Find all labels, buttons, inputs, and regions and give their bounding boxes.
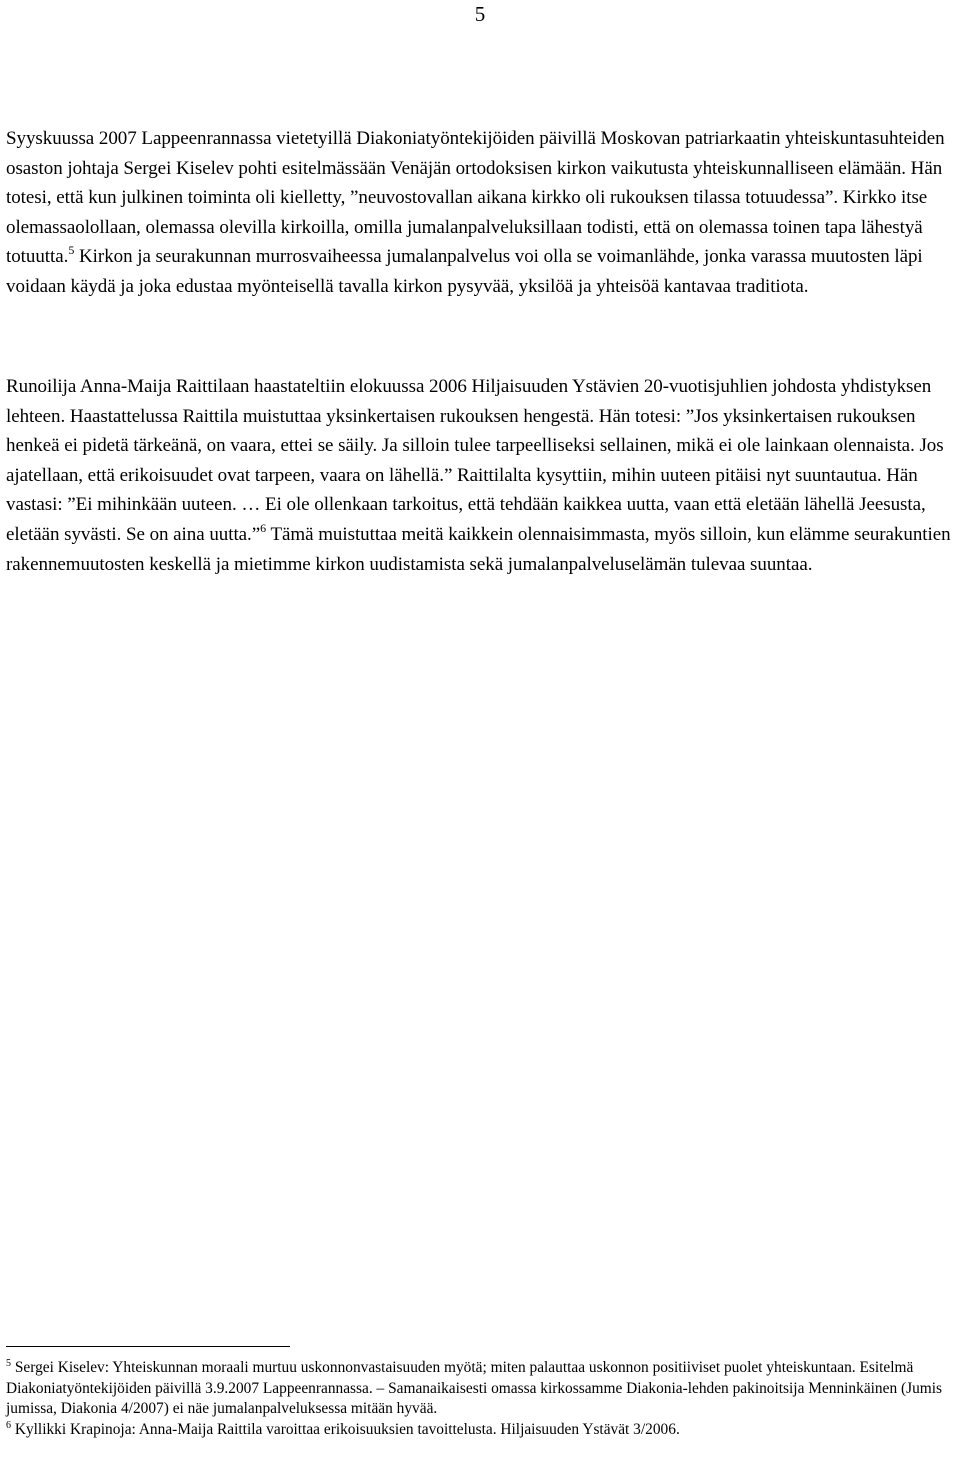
paragraph-text: Kirkon ja seurakunnan murrosvaiheessa jumalanpalvelus voi olla se voimanlähde, jonka varassa muutosten läpi voidaan käydä ja joka edustaa myönteisellä tavalla kirkon pysyvää, yksilöä ja yhteisöä kantavaa traditiota. (6, 246, 923, 297)
paragraph-text: Tämä muistuttaa meitä kaikkein olennaisimmasta, myös silloin, kun elämme seurakuntien rakennemuutosten keskellä ja mietimme kirkon uudistamista sekä jumalanpalveluselämän tulevaa suuntaa. (6, 523, 951, 575)
footnote-6 (6, 1420, 954, 1441)
footnote-number: 6 (6, 1419, 11, 1431)
paragraph-text: Runoilija Anna-Maija Raittilaan haastateltiin elokuussa 2006 Hiljaisuuden Ystävien 20-vuotisjuhlien johdosta yhdistyksen lehteen. Haastattelussa Raittila muistuttaa yksinkertaisen rukouksen hengestä. Hän totesi: ”Jos yksinkertaisen rukouksen henkeä ei pidetä tärkeänä, on vaara, ettei se säily. Ja silloin tulee tarpeelliseksi sellainen, mikä ei ole lainkaan olennaista. Jos ajatellaan, että erikoisuudet ovat tarpeen, vaara on lähellä.” Raittilalta kysyttiin, mihin uuteen pitäisi nyt suuntautua. Hän vastasi: ”Ei mihinkään uuteen. … Ei ole ollenkaan tarkoitus, että tehdään kaikkea uutta, vaan että eletään lähellä Jeesusta, eletään syvästi. Se on aina uutta.” (6, 376, 944, 545)
footnotes-section (6, 1358, 954, 1440)
body-paragraph-1 (6, 124, 954, 302)
footnote-number: 5 (6, 1358, 11, 1369)
footnote-text: Sergei Kiselev: Yhteiskunnan moraali murtuu uskonnonvastaisuuden myötä; miten palauttaa uskonnon positiiviset puolet yhteiskuntaan. Esitelmä Diakoniatyöntekijöiden päivillä 3.9.2007 Lappeenrannassa. – Samanaikaisesti omassa kirkossamme Diakonia-lehden pakinoitsija Menninkäinen (Jumis jumissa, Diakonia 4/2007) ei näe jumalanpalveluksessa mitään hyvää. (6, 1359, 943, 1417)
footnote-reference-6[interactable]: 6 (260, 520, 267, 535)
body-paragraph-2 (6, 372, 954, 579)
footnote-separator (6, 1346, 290, 1347)
footnote-reference-5[interactable]: 5 (68, 243, 75, 258)
page-number: 5 (474, 2, 486, 26)
footnote-5 (6, 1358, 954, 1420)
footnote-text: Kyllikki Krapinoja: Anna-Maija Raittila varoittaa erikoisuuksien tavoittelusta. Hiljaisuuden Ystävät 3/2006. (11, 1420, 680, 1438)
paragraph-text: Syyskuussa 2007 Lappeenrannassa vietetyillä Diakoniatyöntekijöiden päivillä Moskovan patriarkaatin yhteiskuntasuhteiden osaston johtaja Sergei Kiselev pohti esitelmässään Venäjän ortodoksisen kirkon vaikutusta yhteiskunnalliseen elämään. Hän totesi, että kun julkinen toiminta oli kielletty, ”neuvostovallan aikana kirkko oli rukouksen tilassa totuudessa”. Kirkko itse olemassaolollaan, olemassa olevilla kirkoilla, omilla jumalanpalveluksillaan todisti, että on olemassa toinen tapa lähestyä totuutta. (6, 128, 945, 268)
